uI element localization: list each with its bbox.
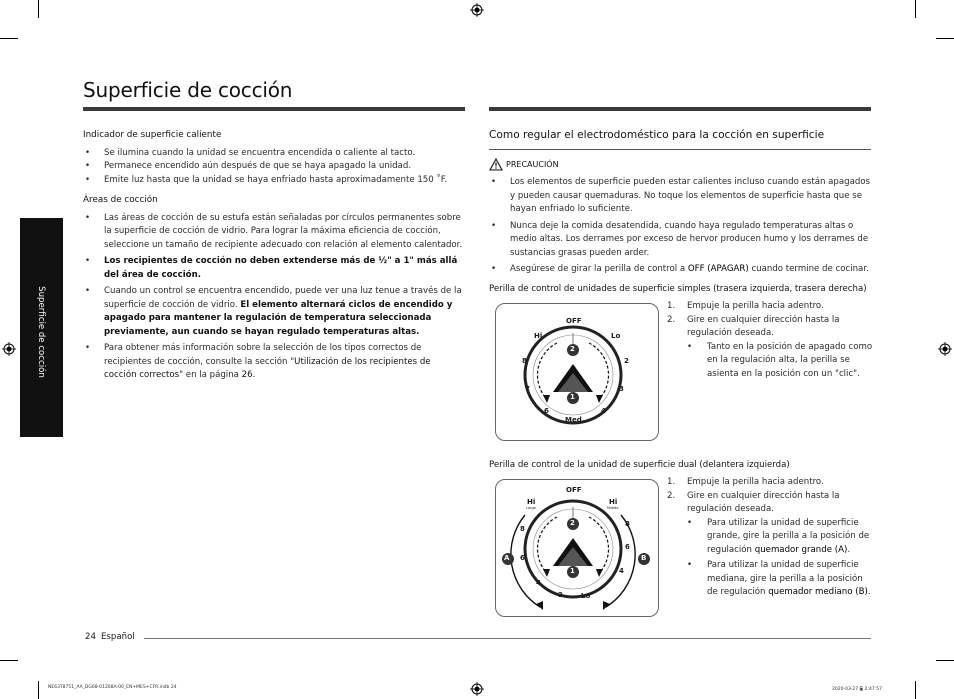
dual-knob-diagram	[495, 479, 657, 615]
single-step-list	[667, 300, 873, 381]
list-item: • Se ilumina cuando la unidad se encuentra encendida o caliente al tacto.	[83, 147, 465, 161]
knob-label-8: 8	[522, 357, 527, 365]
step-text: Empuje la perilla hacia adentro.	[687, 477, 824, 487]
knob-label-3: 3	[619, 385, 624, 393]
list-item	[83, 255, 465, 282]
dual-steps	[667, 476, 873, 602]
crop-mark	[915, 681, 916, 699]
crop-mark	[0, 38, 18, 39]
step-num: 2.	[667, 314, 676, 325]
list-item: • Las áreas de cocción de su estufa están señaladas por círculos permanentes sobre la superficie de cocción de vidrio. Para lograr la máxima eficiencia de cocción, seleccione un tamaño de recipiente adecuado con relación al elemento calentador.	[83, 212, 465, 253]
knob-label-2: 2	[558, 591, 563, 599]
step-num: 1.	[667, 477, 676, 487]
title-rule-right	[489, 107, 871, 111]
crop-mark	[936, 38, 954, 39]
burner-a-label: A	[504, 554, 510, 562]
text: .	[252, 370, 256, 380]
knob-label-6-right: 6	[625, 543, 630, 551]
step-text: Gire en cualquier dirección hasta la regulación deseada.	[687, 490, 840, 514]
knob-label-lo: Lo	[611, 332, 621, 340]
knob-label-8-right: 8	[625, 520, 630, 528]
crop-mark	[38, 681, 39, 699]
text: Para utilizar la unidad de superficie grande, gire la perilla a la posición de regulación	[707, 517, 870, 555]
bold-text: El elemento alternará ciclos de encendido y apagado para mantener la regulación de temperatura seleccionada previamente, aun cuando se hayan regulado temperaturas altas.	[104, 299, 453, 337]
left-column	[83, 129, 465, 386]
dual-knob-heading: Perilla de control de la unidad de superficie dual (delantera izquierda)	[489, 460, 790, 470]
caution-list-container	[489, 176, 871, 280]
knob-label-off: OFF	[566, 486, 582, 494]
text: Para obtener más información sobre la selección de los tipos correctos de recipientes de cocción, consulte la sección "	[104, 343, 422, 367]
footer-rule	[144, 638, 871, 639]
page-title: Superficie de cocción	[83, 78, 293, 102]
caution-list	[489, 176, 871, 277]
step-item	[667, 490, 873, 600]
text: cuando termine de cocinar.	[748, 264, 869, 274]
indicator-heading: Indicador de superficie caliente	[83, 130, 222, 140]
crop-mark	[936, 660, 954, 661]
crop-mark	[38, 0, 39, 18]
single-steps	[667, 300, 873, 383]
text: .	[847, 544, 851, 555]
knob-label-4-left: 4	[536, 579, 541, 587]
footer-language: Español	[101, 632, 135, 642]
list-item: • Nunca deje la comida desatendida, cuando haya regulado temperaturas altas o medio altas. Los derrames por exceso de hervor producen humo y los derrames de sustancias grasas pueden arder.	[489, 220, 871, 261]
knob-label-4-right: 4	[619, 567, 624, 575]
knob-label-4: 4	[601, 407, 606, 415]
list-item: • Emite luz hasta que la unidad se haya enfriado hasta aproximadamente 150 ˚F.	[83, 174, 465, 188]
knob-label-hi: Hi	[534, 332, 543, 340]
text: Cuando un control se encuentra encendido, puede ver una luz tenue a través de la superficie de cocción de vidrio.	[104, 286, 462, 310]
burner-b-label: B	[641, 554, 647, 562]
side-tab-label: Superficie de cocción	[36, 286, 46, 378]
step-number: 1	[570, 567, 575, 575]
step-num: 1.	[667, 301, 676, 311]
page-reference-link[interactable]: 26	[241, 370, 253, 380]
knob-label-8-left: 8	[520, 525, 525, 533]
text: " en la página	[179, 370, 242, 380]
step-text: Gire en cualquier dirección hasta la regulación deseada.	[687, 314, 840, 338]
knob-label-2: 2	[624, 357, 629, 365]
single-sub-list	[687, 341, 873, 382]
indicator-list	[83, 147, 465, 188]
step-number: 1	[570, 393, 575, 401]
text: Asegúrese de girar la perilla de control a	[510, 264, 688, 274]
caution-label: PRECAUCIÓN	[506, 160, 559, 169]
step-item	[667, 476, 873, 490]
list-item: • Tanto en la posición de apagado como en la regulación alta, la perilla se asienta en la posición con un "clic".	[687, 341, 873, 382]
knob-label-hi-large: Hi	[527, 498, 536, 506]
areas-heading: Áreas de cocción	[83, 195, 158, 205]
list-item	[83, 342, 465, 383]
page-number: 24	[85, 632, 96, 642]
print-info-left: NE63T8751_AA_DG68-01208A-00_EN+MES+CFR.indb 24	[48, 685, 177, 690]
section-rule	[489, 149, 871, 150]
emphasis: quemador grande (A)	[754, 544, 848, 555]
text: .	[867, 587, 871, 597]
knob-label-off: OFF	[566, 317, 582, 325]
areas-list	[83, 212, 465, 383]
knob-label-7: 7	[525, 385, 530, 393]
knob-label-med: Med	[565, 416, 582, 424]
bold-text: OFF (APAGAR)	[687, 264, 749, 274]
list-item: • Los elementos de superficie pueden estar calientes incluso cuando están apagados y pueden causar quemaduras. No toque los elementos de superficie hasta que se hayan enfriado lo suficiente.	[489, 176, 871, 217]
bold-text: Los recipientes de cocción no deben extenderse más de ½" a 1" más allá del área de cocción.	[104, 256, 458, 280]
cross-reference-link[interactable]: Utilización de los recipientes de cocción correctos	[104, 356, 431, 380]
step-number: 2	[570, 345, 575, 353]
knob-label-hi-middle-sub: Middle	[607, 506, 619, 510]
list-item	[687, 559, 873, 600]
dual-step-list	[667, 476, 873, 600]
list-item	[687, 517, 873, 558]
step-num: 2.	[667, 490, 676, 501]
knob-label-hi-middle: Hi	[609, 498, 618, 506]
step-number: 2	[570, 519, 575, 527]
knob-label-hi-large-sub: Large	[526, 506, 536, 510]
section-heading: Como regular el electrodoméstico para la cocción en superficie	[489, 129, 825, 141]
emphasis: quemador mediano (B)	[768, 587, 868, 597]
title-rule-left	[83, 107, 465, 111]
crop-mark	[915, 0, 916, 18]
list-item	[489, 263, 871, 277]
registration-mark-icon	[2, 342, 16, 356]
step-item	[667, 300, 873, 314]
crop-mark	[0, 660, 18, 661]
registration-mark-icon	[470, 682, 484, 696]
knob-label-lo: Lo	[581, 592, 591, 600]
registration-mark-icon	[938, 342, 952, 356]
dual-sub-list	[687, 517, 873, 600]
step-text: Empuje la perilla hacia adentro.	[687, 301, 824, 311]
text: Para utilizar la unidad de superficie mediana, gire la perilla a la posición de regulación	[707, 560, 863, 597]
list-item	[83, 285, 465, 339]
registration-mark-icon	[470, 3, 484, 17]
knob-label-6-left: 6	[520, 554, 525, 562]
step-item	[667, 314, 873, 382]
knob-label-6: 6	[544, 407, 549, 415]
print-info-right: 2020-03-27 🖺 2:47:57	[832, 687, 882, 692]
list-item: • Permanece encendido aún después de que se haya apagado la unidad.	[83, 160, 465, 174]
single-knob-heading: Perilla de control de unidades de superficie simples (trasera izquierda, trasera derecha)	[489, 284, 867, 294]
warning-icon	[489, 158, 503, 171]
